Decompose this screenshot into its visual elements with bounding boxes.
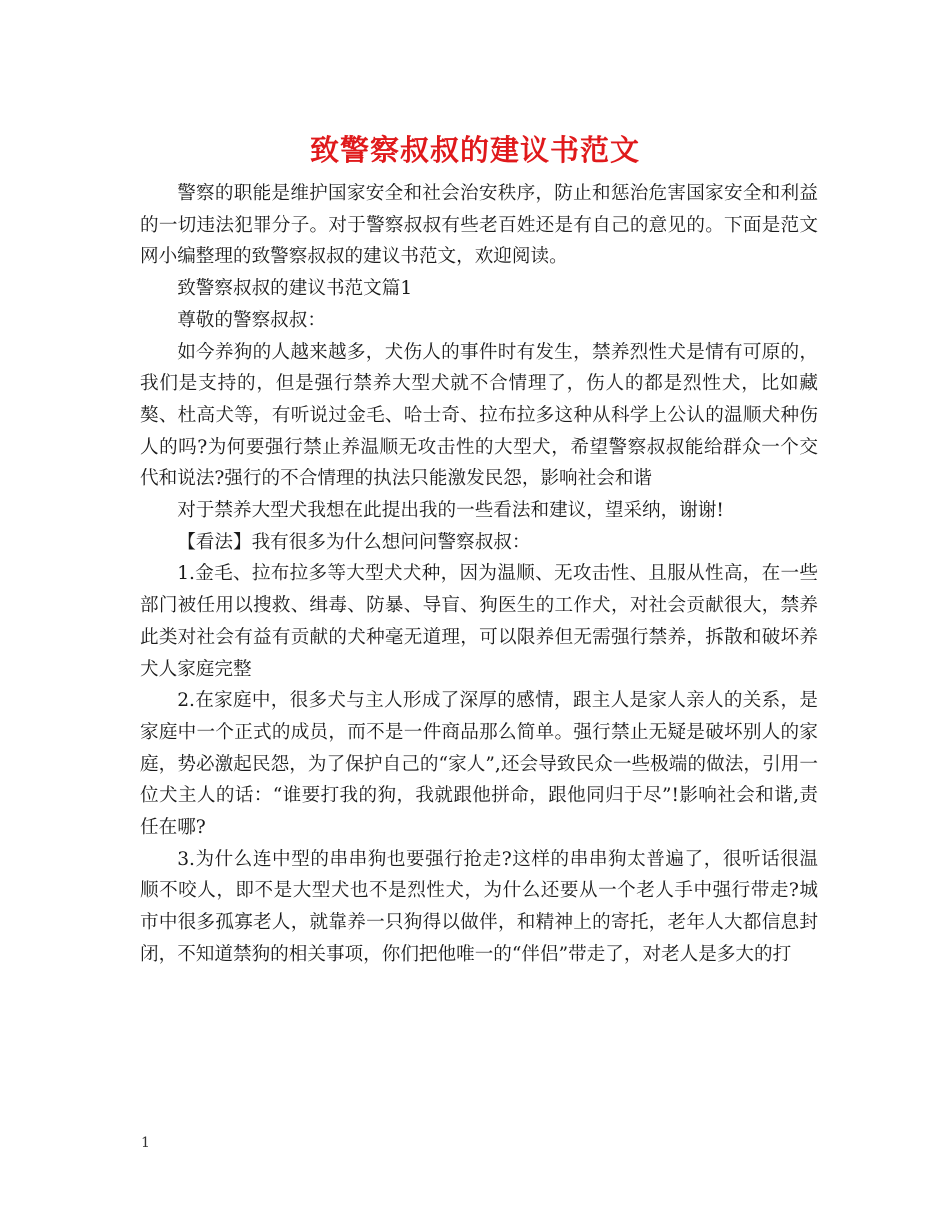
paragraph-salutation: 尊敬的警察叔叔：	[177, 309, 326, 331]
document-body	[140, 178, 818, 971]
paragraph-intro: 警察的职能是维护国家安全和社会治安秩序，防止和惩治危害国家安全和利益的一切违法犯罪分子。对于警察叔叔有些老百姓还是有自己的意见的。下面是范文网小编整理的致警察叔叔的建议书范文，欢迎阅读。	[140, 183, 818, 268]
paragraph-section-heading: 致警察叔叔的建议书范文篇1	[177, 278, 413, 300]
paragraph-opinion-heading: 【看法】我有很多为什么想问问警察叔叔：	[177, 531, 531, 553]
paragraph-point-2: 2.在家庭中，很多犬与主人形成了深厚的感情，跟主人是家人亲人的关系，是家庭中一个正式的成员，而不是一件商品那么简单。强行禁止无疑是破坏别人的家庭，势必激起民怨，为了保护自己的“家人”,还会导致民众一些极端的做法，引用一位犬主人的话：“谁要打我的狗，我就跟他拼命，跟他同归于尽”!影响社会和谐,责任在哪?	[140, 690, 818, 839]
document-title: 致警察叔叔的建议书范文	[309, 133, 640, 167]
paragraph-point-3: 3.为什么连中型的串串狗也要强行抢走?这样的串串狗太普遍了，很听话很温顺不咬人，即不是大型犬也不是烈性犬，为什么还要从一个老人手中强行带走?城市中很多孤寡老人，就靠养一只狗得以做伴，和精神上的寄托，老年人大都信息封闭，不知道禁狗的相关事项，你们把他唯一的“伴侣”带走了，对老人是多大的打	[140, 848, 818, 965]
page-number: 1	[141, 1135, 150, 1151]
paragraph-body-2: 对于禁养大型犬我想在此提出我的一些看法和建议，望采纳，谢谢!	[177, 500, 724, 522]
paragraph-body-1: 如今养狗的人越来越多，犬伤人的事件时有发生，禁养烈性犬是情有可原的，我们是支持的，但是强行禁养大型犬就不合情理了，伤人的都是烈性犬，比如藏獒、杜高犬等，有听说过金毛、哈士奇、拉布拉多这种从科学上公认的温顺犬种伤人的吗?为何要强行禁止养温顺无攻击性的大型犬，希望警察叔叔能给群众一个交代和说法?强行的不合情理的执法只能激发民怨，影响社会和谐	[140, 341, 818, 490]
paragraph-point-1: 1.金毛、拉布拉多等大型犬犬种，因为温顺、无攻击性、且服从性高，在一些部门被任用以搜救、缉毒、防暴、导盲、狗医生的工作犬，对社会贡献很大，禁养此类对社会有益有贡献的犬种毫无道理，可以限养但无需强行禁养，拆散和破坏养犬人家庭完整	[140, 563, 818, 680]
